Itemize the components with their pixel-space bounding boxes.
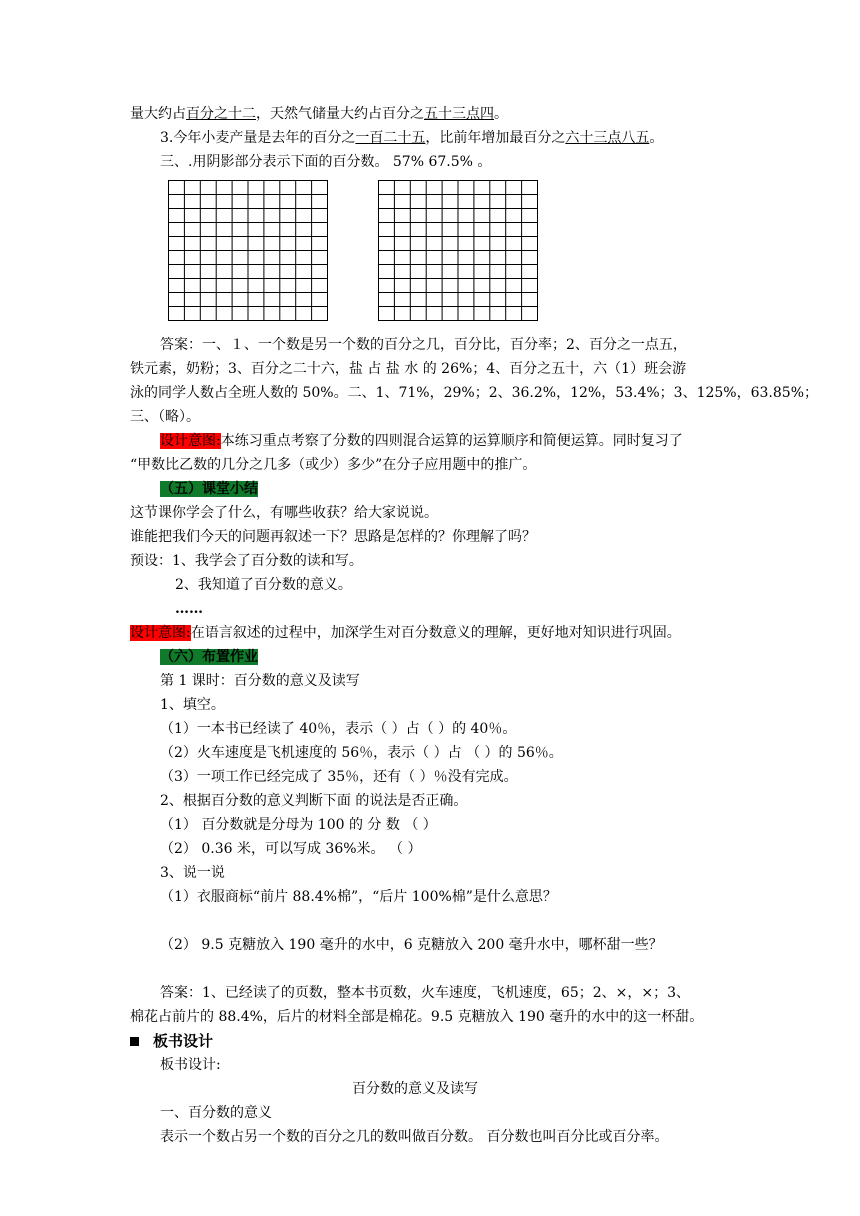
hw-line: （2） 9.5 克糖放入 190 毫升的水中，6 克糖放入 200 毫升水中，哪杯甜一些？ xyxy=(160,937,663,953)
hw-line: 第 1 课时：百分数的意义及读写 xyxy=(160,673,360,689)
hw-line: （3）一项工作已经完成了 35％，还有（ ）％没有完成。 xyxy=(160,769,518,785)
section-heading-6 xyxy=(160,647,258,667)
design-intent-2 xyxy=(130,623,681,643)
answer-line: 三、（略）。 xyxy=(130,409,200,425)
answer-line: 棉花占前片的 88.4%，后片的材料全部是棉花。9.5 克糖放入 190 毫升的水中的这一杯甜。 xyxy=(130,1009,704,1025)
board-title: 百分数的意义及读写 xyxy=(352,1081,478,1097)
text: ，比前年增加最百分之 xyxy=(425,130,566,146)
design-intent-1-cont: “甲数比乙数的几分之几多（或少）多少”在分子应用题中的推广。 xyxy=(130,457,537,473)
square-bullet-icon xyxy=(130,1037,139,1046)
hw-line: 3、说一说 xyxy=(160,865,225,881)
hw-line: （1）衣服商标“前片 88.4%棉”，“后片 100%棉”是什么意思？ xyxy=(160,889,557,905)
section-label: （六）布置作业 xyxy=(160,649,258,665)
exercise-three-prompt: 三、.用阴影部分表示下面的百分数。 57% 67.5% 。 xyxy=(160,154,492,170)
design-intent-label: 设计意图: xyxy=(130,625,191,641)
text: 量大约占 xyxy=(130,106,186,122)
text: 在语言叙述的过程中，加深学生对百分数意义的理解，更好地对知识进行巩固。 xyxy=(190,625,681,641)
hundred-grid-left xyxy=(168,180,328,321)
summary-line: 谁能把我们今天的问题再叙述一下？思路是怎样的？你理解了吗？ xyxy=(130,529,536,545)
answer-line: 答案：一、１、一个数是另一个数的百分之几，百分比，百分率；2、百分之一点五， xyxy=(160,337,687,353)
hundred-grid-right xyxy=(378,180,538,321)
ellipsis: …… xyxy=(175,601,203,617)
hw-line: （1） 百分数就是分母为 100 的 分 数 （ ） xyxy=(160,817,437,833)
summary-line: 2、我知道了百分数的意义。 xyxy=(175,577,352,593)
summary-line: 预设：1、我学会了百分数的读和写。 xyxy=(130,553,363,569)
section-label: （五）课堂小结 xyxy=(160,481,258,497)
board-item-heading: 一、百分数的意义 xyxy=(160,1105,272,1121)
hw-line: 1、填空。 xyxy=(160,697,225,713)
hw-line: （1）一本书已经读了 40％，表示（ ）占（ ）的 40％。 xyxy=(160,721,517,737)
design-intent-1 xyxy=(160,431,683,451)
hw-line: （2） 0.36 米，可以写成 36%米。 （ ） xyxy=(160,841,422,857)
heading-text: 板书设计 xyxy=(153,1032,214,1050)
answer-line: 答案：1、已经读了的页数，整本书页数，火车速度，飞机速度，65；2、×，×；3、 xyxy=(160,985,690,1001)
answer-line: 泳的同学人数占全班人数的 50%。二、1、71%，29%；2、36.2%，12%，53.4%；3、125%，63.85%； xyxy=(130,385,818,401)
underlined-answer: 一百二十五 xyxy=(355,130,426,146)
summary-line: 这节课你学会了什么，有哪些收获？给大家说说。 xyxy=(130,505,438,521)
underlined-answer: 百分之十二 xyxy=(186,106,256,122)
design-intent-label: 设计意图: xyxy=(160,433,221,449)
underlined-answer: 五十三点四 xyxy=(424,106,494,122)
board-design-heading xyxy=(130,1031,213,1051)
board-design-sub: 板书设计: xyxy=(160,1057,221,1073)
text-line-1 xyxy=(130,104,508,124)
text: 。 xyxy=(649,130,664,146)
text: 3.今年小麦产量是去年的百分之 xyxy=(160,130,356,146)
hw-line: （2）火车速度是飞机速度的 56％，表示（ ）占 （ ）的 56％。 xyxy=(160,745,563,761)
text: 。 xyxy=(494,106,508,122)
text: ，天然气储量大约占百分之 xyxy=(256,106,424,122)
text: 本练习重点考察了分数的四则混合运算的运算顺序和简便运算。同时复习了 xyxy=(220,433,683,449)
section-heading-5 xyxy=(160,479,258,499)
underlined-answer: 六十三点八五 xyxy=(565,130,650,146)
board-item-text: 表示一个数占另一个数的百分之几的数叫做百分数。 百分数也叫百分比或百分率。 xyxy=(160,1129,669,1145)
text-line-2 xyxy=(160,128,663,148)
hw-line: 2、根据百分数的意义判断下面 的说法是否正确。 xyxy=(160,793,468,809)
answer-line: 铁元素，奶粉；3、百分之二十六，盐 占 盐 水 的 26%；4、百分之五十，六（1）班会游 xyxy=(130,361,687,377)
